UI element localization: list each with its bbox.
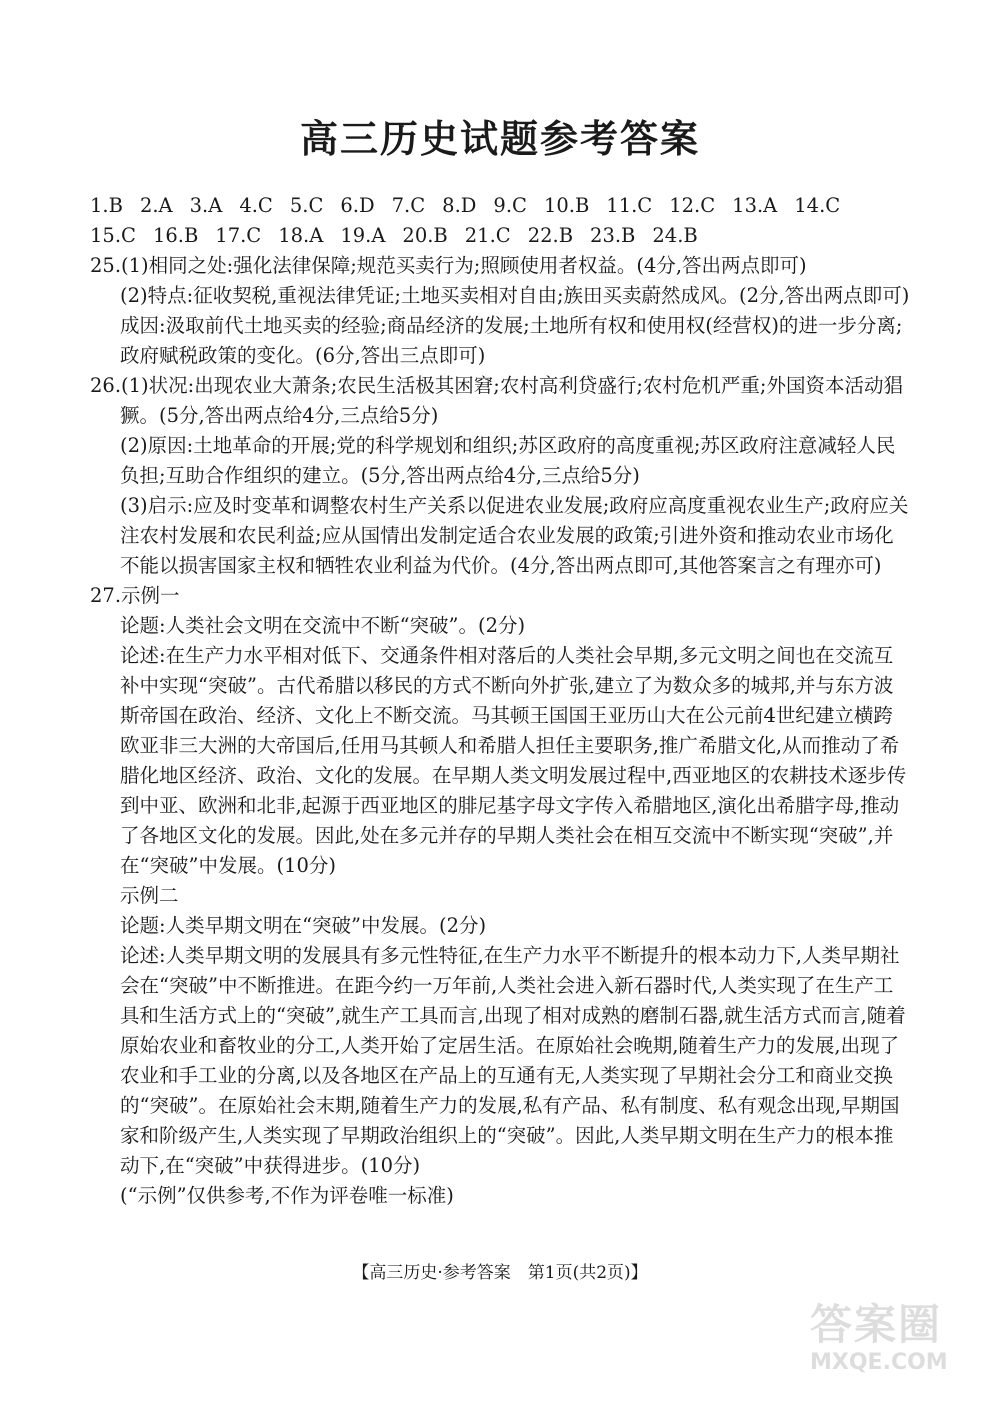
mc-answer: 14.C	[794, 194, 841, 217]
q27-example1-topic: 论题:人类社会文明在交流中不断“突破”。(2分)	[120, 614, 526, 637]
mc-answer: 10.B	[543, 194, 590, 217]
mc-answer: 5.C	[289, 194, 324, 217]
mc-answer: 19.A	[340, 224, 386, 247]
q26-part1: 26.(1)状况:出现农业大萧条;农民生活极其困窘;农村高利贷盛行;农村危机严重;外国资本活动猖獗。(5分,答出两点给4分,三点给5分)	[90, 374, 903, 427]
q27-example2-topic: 论题:人类早期文明在“突破”中发展。(2分)	[120, 914, 487, 937]
q27-example2-body: 论述:人类早期文明的发展具有多元性特征,在生产力水平不断提升的根本动力下,人类早期社会在“突破”中不断推进。在距今约一万年前,人类社会进入新石器时代,人类实现了在生产工具和生活方式上的“突破”,就生产工具而言,出现了相对成熟的磨制石器,就生活方式而言,随着原始农业和畜牧业的分工,人类开始了定居生活。在原始社会晚期,随着生产力的发展,出现了农业和手工业的分离,以及各地区在产品上的互通有无,人类实现了早期社会分工和商业交换的“突破”。在原始社会末期,随着生产力的发展,私有产品、私有制度、私有观念出现,早期国家和阶级产生,人类实现了早期政治组织上的“突破”。因此,人类早期文明在生产力的根本推动下,在“突破”中获得进步。(10分)	[120, 944, 906, 1177]
mc-answer: 12.C	[669, 194, 716, 217]
q25-part2: (2)特点:征收契税,重视法律凭证;土地买卖相对自由;族田买卖蔚然成风。(2分,答出两点即可)	[120, 284, 910, 307]
mc-answer: 9.C	[493, 194, 527, 217]
q27-note: (“示例”仅供参考,不作为评卷唯一标准)	[120, 1184, 454, 1207]
mc-answer: 3.A	[189, 194, 223, 217]
mc-answer: 24.B	[652, 224, 698, 247]
answer-content	[90, 191, 910, 1211]
mc-answer: 16.B	[152, 224, 199, 247]
mc-answer: 18.A	[278, 224, 324, 247]
mc-answer: 8.D	[442, 194, 477, 217]
mc-answer: 22.B	[527, 224, 574, 247]
mc-answer: 13.A	[732, 194, 778, 217]
watermark	[810, 1300, 980, 1390]
q26-part3: (3)启示:应及时变革和调整农村生产关系以促进农业发展;政府应高度重视农业生产;政府应关注农村发展和农民利益;应从国情出发制定适合农业发展的政策;引进外资和推动农业市场化不能以损害国家主权和牺牲农业利益为代价。(4分,答出两点即可,其他答案言之有理亦可)	[120, 494, 909, 577]
mc-answer: 15.C	[90, 224, 136, 247]
q25-causes: 成因:汲取前代土地买卖的经验;商品经济的发展;土地所有权和使用权(经营权)的进一步分离;政府赋税政策的变化。(6分,答出三点即可)	[120, 314, 903, 367]
mc-answers-row-2	[90, 221, 910, 251]
mc-answer: 20.B	[402, 224, 448, 247]
page-footer: 【高三历史·参考答案 第1页(共2页)】	[352, 1263, 648, 1283]
mc-answer: 4.C	[239, 194, 273, 217]
mc-answer: 21.C	[464, 224, 511, 247]
mc-answer: 17.C	[215, 224, 262, 247]
mc-answer: 7.C	[391, 194, 426, 217]
q25-part1: 25.(1)相同之处:强化法律保障;规范买卖行为;照顾使用者权益。(4分,答出两点即可)	[90, 254, 807, 277]
q27-example1-body: 论述:在生产力水平相对低下、交通条件相对落后的人类社会早期,多元文明之间也在交流互补中实现“突破”。古代希腊以移民的方式不断向外扩张,建立了为数众多的城邦,并与东方波斯帝国在政治、经济、文化上不断交流。马其顿王国国王亚历山大在公元前4世纪建立横跨欧亚非三大洲的大帝国后,任用马其顿人和希腊人担任主要职务,推广希腊文化,从而推动了希腊化地区经济、政治、文化的发展。在早期人类文明发展过程中,西亚地区的农耕技术逐步传到中亚、欧洲和北非,起源于西亚地区的腓尼基字母文字传入希腊地区,演化出希腊字母,推动了各地区文化的发展。因此,处在多元并存的早期人类社会在相互交流中不断实现“突破”,并在“突破”中发展。(10分)	[120, 644, 907, 877]
q27-example2-heading: 示例二	[120, 884, 179, 907]
mc-answer: 23.B	[590, 224, 636, 247]
mc-answer: 2.A	[139, 194, 173, 217]
page-title: 高三历史试题参考答案	[299, 117, 700, 161]
mc-answers-row-1	[90, 191, 910, 221]
mc-answer: 1.B	[90, 194, 123, 217]
mc-answer: 6.D	[340, 194, 375, 217]
q26-part2: (2)原因:土地革命的开展;党的科学规划和组织;苏区政府的高度重视;苏区政府注意减轻人民负担;互助合作组织的建立。(5分,答出两点给4分,三点给5分)	[120, 434, 896, 487]
mc-answer: 11.C	[606, 194, 653, 217]
q27-heading: 27.示例一	[90, 584, 180, 607]
watermark-url: MXQE.COM	[810, 1350, 948, 1375]
watermark-logo: 答案圈	[810, 1300, 943, 1349]
